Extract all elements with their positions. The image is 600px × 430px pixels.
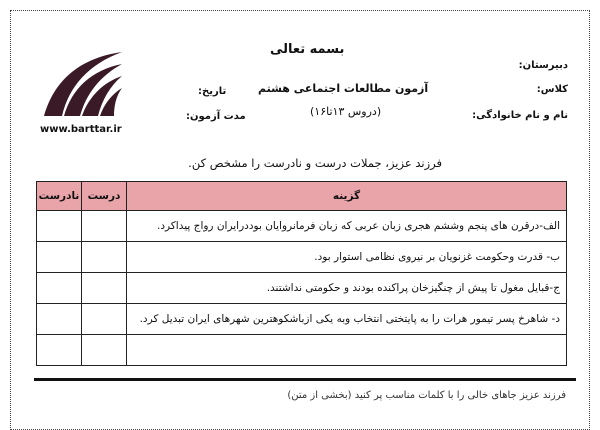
exam-title: آزمون مطالعات اجتماعی هشتم xyxy=(258,82,429,95)
website-url[interactable]: www.barttar.ir xyxy=(40,124,122,135)
table-header-row xyxy=(37,182,567,211)
question-text: د- شاهرخ پسر تیمور هرات را به پایتختی انتخاب وبه یکی ازباشکوهترین شهرهای ایران تبدیل کرد. xyxy=(127,304,567,335)
lessons-range: (دروس ۱۳تا۱۶) xyxy=(310,105,382,118)
question-text xyxy=(127,335,567,366)
question-text: الف-درقرن های پنجم وششم هجری زبان عربی که زبان فرمانروایان بوددرایران رواج پیداکرد. xyxy=(127,211,567,242)
table-row xyxy=(37,335,567,366)
next-section-text: فرزند عزیز جاهای خالی را با کلمات مناسب پر کنید (بخشی از متن) xyxy=(287,390,566,401)
duration-label: مدت آزمون: xyxy=(186,111,246,122)
table-row xyxy=(37,242,567,273)
barttar-logo xyxy=(34,46,124,121)
student-name-label: نام و نام خانوادگی: xyxy=(472,110,568,121)
section-divider xyxy=(34,378,576,381)
class-label: کلاس: xyxy=(536,84,568,95)
true-cell[interactable] xyxy=(82,211,127,242)
false-cell[interactable] xyxy=(37,273,82,304)
table-row xyxy=(37,273,567,304)
question-text: ج-قبایل مغول تا پیش از چنگیزخان پراکنده بودند و حکومتی نداشتند. xyxy=(127,273,567,304)
true-cell[interactable] xyxy=(82,242,127,273)
question-text: ب- قدرت وحکومت غزنویان بر نیروی نظامی استوار بود. xyxy=(127,242,567,273)
table-row xyxy=(37,211,567,242)
true-cell[interactable] xyxy=(82,273,127,304)
false-cell[interactable] xyxy=(37,335,82,366)
table-row xyxy=(37,304,567,335)
true-cell[interactable] xyxy=(82,304,127,335)
header-true: درست xyxy=(82,182,127,211)
false-cell[interactable] xyxy=(37,211,82,242)
true-false-table xyxy=(36,181,567,366)
false-cell[interactable] xyxy=(37,242,82,273)
header-false: نادرست xyxy=(37,182,82,211)
instruction-text: فرزند عزیز، جملات درست و نادرست را مشخص کن. xyxy=(188,156,442,170)
school-label: دبیرستان: xyxy=(518,60,568,71)
basmala: بسمه تعالی xyxy=(270,42,345,57)
true-cell[interactable] xyxy=(82,335,127,366)
false-cell[interactable] xyxy=(37,304,82,335)
date-label: تاریخ: xyxy=(198,86,227,97)
header-option: گزینه xyxy=(127,182,567,211)
